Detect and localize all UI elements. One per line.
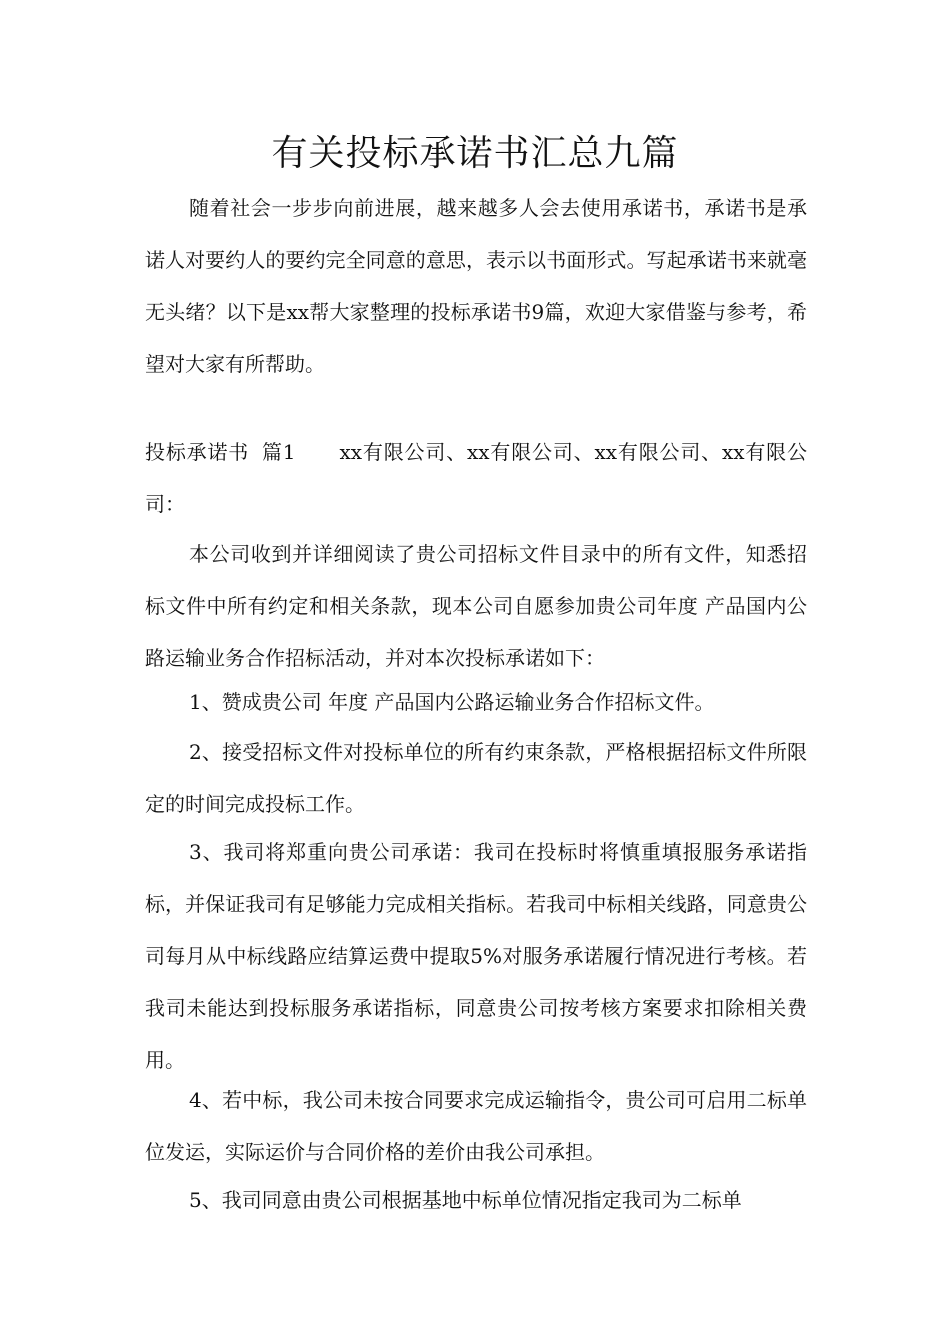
body-paragraph-2: 2、接受招标文件对投标单位的所有约束条款，严格根据招标文件所限定的时间完成投标工作。 <box>145 740 807 816</box>
addressee: xx有限公司、xx有限公司、xx有限公司、xx有限公司： <box>145 440 808 516</box>
body-paragraph-1: 1、赞成贵公司 年度 产品国内公路运输业务合作招标文件。 <box>189 690 715 714</box>
document-title: 有关投标承诺书汇总九篇 <box>271 133 679 174</box>
body-paragraph-5: 5、我司同意由贵公司根据基地中标单位情况指定我司为二标单 <box>189 1188 742 1212</box>
section-heading <box>145 426 807 530</box>
intro-paragraph: 随着社会一步步向前进展，越来越多人会去使用承诺书，承诺书是承诺人对要约人的要约完全同意的意思，表示以书面形式。写起承诺书来就毫无头绪？以下是xx帮大家整理的投标承诺书9篇，欢迎大家借鉴与参考，希望对大家有所帮助。 <box>145 196 807 376</box>
section-number: 篇1 <box>261 440 296 464</box>
body-paragraph-4: 4、若中标，我公司未按合同要求完成运输指令，贵公司可启用二标单位发运，实际运价与合同价格的差价由我公司承担。 <box>145 1088 807 1164</box>
section-label: 投标承诺书 <box>145 440 250 464</box>
body-paragraph-intro: 本公司收到并详细阅读了贵公司招标文件目录中的所有文件，知悉招标文件中所有约定和相关条款，现本公司自愿参加贵公司年度 产品国内公路运输业务合作招标活动，并对本次投标承诺如下： <box>145 542 807 670</box>
body-paragraph-3: 3、我司将郑重向贵公司承诺：我司在投标时将慎重填报服务承诺指标，并保证我司有足够能力完成相关指标。若我司中标相关线路，同意贵公司每月从中标线路应结算运费中提取5%对服务承诺履行情况进行考核。若我司未能达到投标服务承诺指标，同意贵公司按考核方案要求扣除相关费用。 <box>145 840 807 1072</box>
